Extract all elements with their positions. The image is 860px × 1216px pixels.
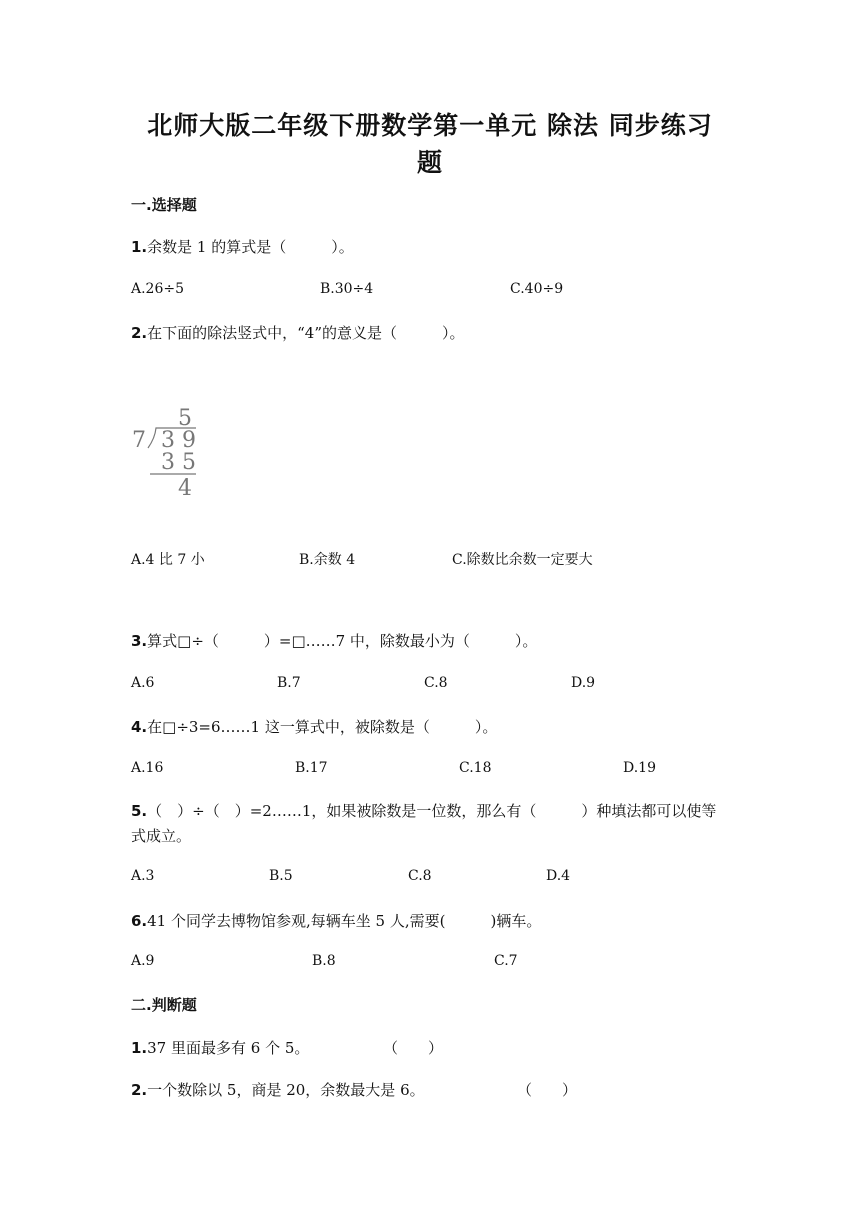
question-text: （ ）÷（ ）=2……1，如果被除数是一位数，那么有（ ）种填法都可以使等式成立。 [131, 802, 717, 845]
option-b: B.8 [312, 953, 336, 969]
option-c: C.40÷9 [510, 281, 564, 297]
question-number: 1. [131, 1039, 148, 1057]
judgement-question-1 [131, 1037, 309, 1058]
division-dividend: 3 9 [161, 428, 196, 453]
option-a: A.26÷5 [131, 281, 185, 297]
option-b: B.17 [295, 760, 328, 776]
option-c: C.8 [408, 868, 432, 884]
question-text: 算式□÷（ ）=□……7 中，除数最小为（ ）。 [147, 632, 538, 650]
question-number: 6. [131, 912, 148, 930]
option-a: A.16 [131, 760, 164, 776]
option-b: B.30÷4 [320, 281, 374, 297]
judgement-question-2 [131, 1079, 425, 1100]
question-1 [131, 236, 354, 257]
answer-blank: （ ） [517, 1081, 578, 1099]
division-product: 3 5 [161, 450, 196, 475]
option-c: C.除数比余数一定要大 [452, 552, 593, 568]
option-d: D.4 [546, 868, 571, 884]
question-6 [131, 910, 541, 931]
section-heading-multiple-choice: 一.选择题 [131, 196, 197, 214]
option-d: D.9 [571, 675, 596, 691]
question-number: 5. [131, 802, 148, 820]
question-text: 在下面的除法竖式中，“4”的意义是（ ）。 [147, 324, 465, 342]
question-5 [131, 799, 721, 849]
question-text: 在□÷3=6……1 这一算式中，被除数是（ ）。 [147, 718, 498, 736]
question-text: 41 个同学去博物馆参观,每辆车坐 5 人,需要( )辆车。 [147, 912, 542, 930]
option-b: B.5 [269, 868, 293, 884]
option-b: B.余数 4 [299, 552, 356, 568]
option-a: A.4 比 7 小 [131, 552, 205, 568]
question-text: 余数是 1 的算式是（ ）。 [147, 238, 354, 256]
section-heading-true-false: 二.判断题 [131, 996, 197, 1014]
question-number: 3. [131, 632, 148, 650]
question-number: 1. [131, 238, 148, 256]
option-a: A.6 [131, 675, 155, 691]
long-division-figure [128, 402, 218, 502]
question-3 [131, 630, 537, 651]
page-title-line-1: 北师大版二年级下册数学第一单元 除法 同步练习 [147, 111, 713, 140]
option-c: C.18 [459, 760, 492, 776]
question-4 [131, 716, 497, 737]
page-title-line-2: 题 [416, 148, 443, 177]
question-2 [131, 322, 465, 343]
question-number: 2. [131, 1081, 148, 1099]
option-d: D.19 [623, 760, 656, 776]
division-remainder: 4 [178, 476, 192, 501]
option-c: C.8 [424, 675, 448, 691]
division-quotient: 5 [178, 406, 192, 431]
question-number: 2. [131, 324, 148, 342]
option-a: A.3 [131, 868, 155, 884]
option-c: C.7 [494, 953, 518, 969]
answer-blank: （ ） [383, 1039, 444, 1057]
question-text: 一个数除以 5，商是 20，余数最大是 6。 [147, 1081, 425, 1099]
option-b: B.7 [277, 675, 301, 691]
question-text: 37 里面最多有 6 个 5。 [147, 1039, 310, 1057]
question-number: 4. [131, 718, 148, 736]
option-a: A.9 [131, 953, 155, 969]
division-divisor: 7 [132, 428, 146, 453]
